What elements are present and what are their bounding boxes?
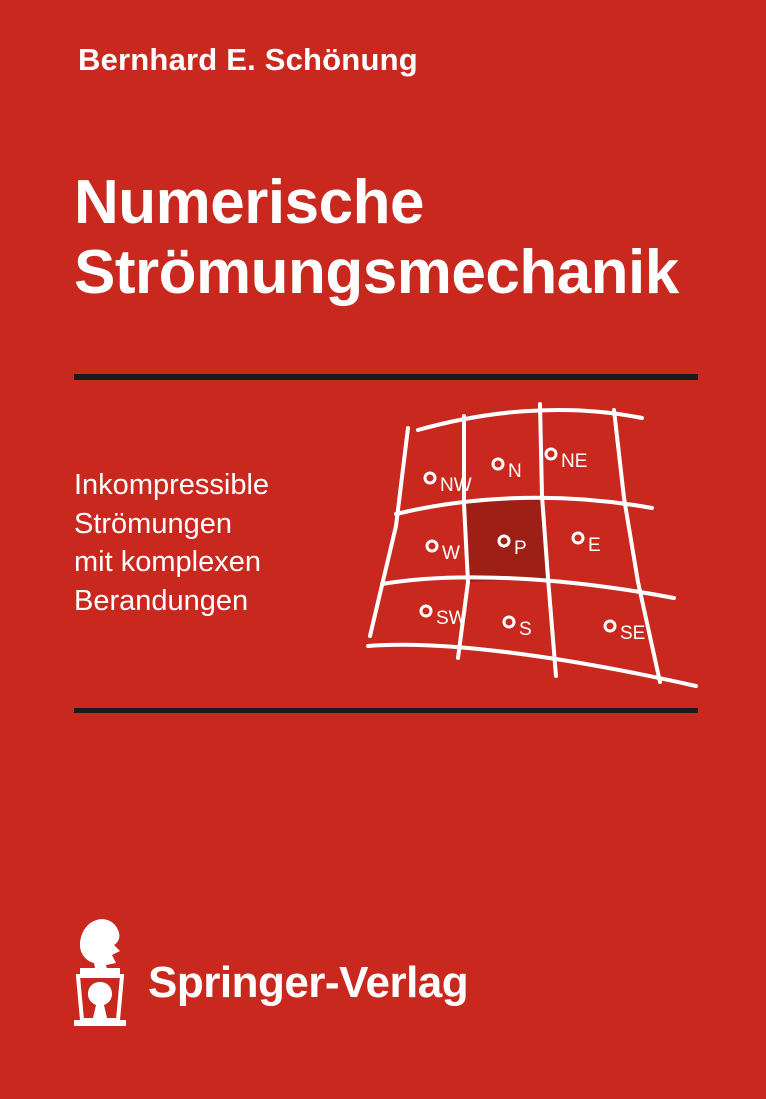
- title-line-2: Strömungsmechanik: [74, 238, 679, 308]
- subtitle-line-3: mit komplexen: [74, 546, 261, 579]
- publisher-name: Springer-Verlag: [148, 958, 469, 1007]
- node-marker-w: [427, 541, 437, 551]
- grid-line-h1: [418, 410, 642, 430]
- subtitle-line-1: Inkompressible: [74, 469, 270, 501]
- springer-knight-logo: [62, 916, 138, 1032]
- grid-line-h4: [368, 645, 696, 686]
- node-label-nw: NW: [440, 475, 472, 496]
- control-volume-cell: [464, 496, 548, 582]
- node-marker-se: [605, 621, 615, 631]
- node-label-ne: NE: [561, 451, 588, 472]
- book-title: [74, 168, 714, 308]
- grid-figure: [352, 386, 712, 698]
- node-marker-ne: [546, 449, 556, 459]
- title-line-1: Numerische: [74, 168, 424, 237]
- grid-figure-svg: [352, 386, 712, 698]
- node-label-sw: SW: [436, 608, 467, 629]
- divider-bottom: [74, 708, 698, 713]
- author-name: Bernhard E. Schönung: [78, 42, 418, 77]
- node-marker-sw: [421, 606, 431, 616]
- grid-line-h3: [382, 577, 674, 598]
- node-label-n: N: [508, 461, 522, 482]
- grid-line-v1: [370, 428, 408, 636]
- node-label-e: E: [588, 535, 601, 556]
- divider-top: [74, 374, 698, 380]
- subtitle-line-2: Strömungen: [74, 507, 232, 540]
- node-label-s: S: [519, 619, 532, 640]
- node-marker-e: [573, 533, 583, 543]
- node-marker-nw: [425, 473, 435, 483]
- node-label-se: SE: [620, 623, 646, 644]
- node-marker-s: [504, 617, 514, 627]
- node-marker-n: [493, 459, 503, 469]
- subtitle-line-4: Berandungen: [74, 584, 249, 617]
- node-label-w: W: [442, 543, 460, 564]
- node-label-p: P: [514, 538, 527, 559]
- logo-svg: [62, 916, 138, 1032]
- book-subtitle: [74, 466, 374, 620]
